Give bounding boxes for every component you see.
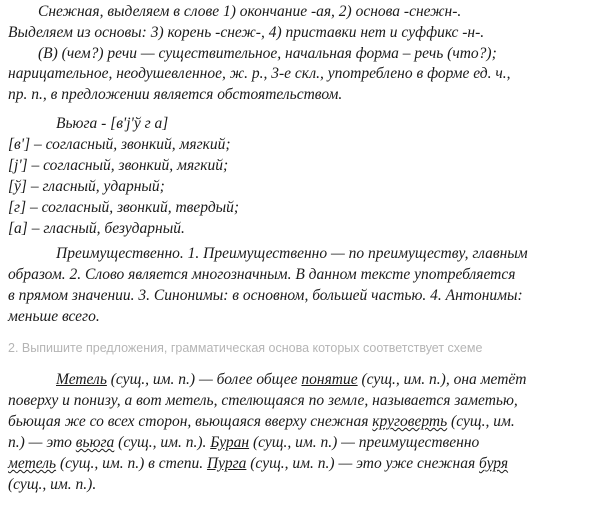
lexic-line-1: Преимущественно. 1. Преимущественно — по преимуществу, главным <box>56 245 528 262</box>
subject-word: Метель <box>56 371 107 388</box>
answer-text: (сущ., им. п.) — более общее <box>106 371 302 388</box>
answer-text: (сущ., им. п.) — это уже снежная <box>246 455 480 472</box>
phonetic-title: Вьюга - [в'j'ў г а] <box>56 115 169 132</box>
subject-word: понятие <box>301 371 358 388</box>
morph-line-2: Выделяем из основы: 3) корень -снеж-, 4) приставки нет и суффикс -н-. <box>8 24 485 41</box>
morph-line-1: Снежная, выделяем в слове 1) окончание -ая, 2) основа -снежн-. <box>38 3 462 20</box>
task-heading: 2. Выпишите предложения, грамматическая основа которых соответствует схеме <box>8 341 483 355</box>
morph-line-5: пр. п., в предложении является обстоятельством. <box>8 86 343 103</box>
answer-text: п.) — это <box>8 434 76 451</box>
answer-text: (сущ., им. <box>447 413 515 430</box>
subject-word: Буран <box>210 434 250 451</box>
answer-line-2: поверху и понизу, а вот метель, стелющаяся по земле, называется заметью, <box>8 392 518 409</box>
answer-text: (сущ., им. п.) в степи. <box>56 455 207 472</box>
phonetic-row: [г] – согласный, звонкий, твердый; <box>8 199 240 216</box>
answer-text: бьющая же со всех сторон, вьющаяся вверху снежная <box>8 413 373 430</box>
phonetic-row: [в'] – согласный, звонкий, мягкий; <box>8 136 231 153</box>
predicate-word: метель <box>8 455 57 472</box>
lexic-line-2: образом. 2. Слово является многозначным. В данном тексте употребляется <box>8 266 516 283</box>
phonetic-row: [а] – гласный, безударный. <box>8 220 185 237</box>
answer-text: (сущ., им. п.), она метёт <box>357 371 527 388</box>
answer-line-4 <box>8 433 479 454</box>
answer-text: (сущ., им. п.). <box>114 434 211 451</box>
answer-text: (сущ., им. п.) — преимущественно <box>249 434 480 451</box>
answer-line-6: (сущ., им. п.). <box>8 476 97 493</box>
phonetic-row: [j'] – согласный, звонкий, мягкий; <box>8 157 229 174</box>
lexic-line-4: меньше всего. <box>8 308 100 325</box>
morph-line-3: (В) (чем?) речи — существительное, начальная форма – речь (что?); <box>38 45 497 62</box>
predicate-word: круговерть <box>372 413 448 430</box>
answer-line-5 <box>8 454 508 475</box>
subject-word: Пурга <box>206 455 247 472</box>
answer-line-1 <box>56 370 526 391</box>
answer-line-3 <box>8 412 515 433</box>
morph-line-4: нарицательное, неодушевленное, ж. р., 3-е скл., употреблено в форме ед. ч., <box>8 65 511 82</box>
lexic-line-3: в прямом значении. 3. Синонимы: в основном, большей частью. 4. Антонимы: <box>8 287 523 304</box>
predicate-word: вьюга <box>75 434 115 451</box>
predicate-word: буря <box>479 455 509 472</box>
phonetic-row: [ў] – гласный, ударный; <box>8 178 165 195</box>
